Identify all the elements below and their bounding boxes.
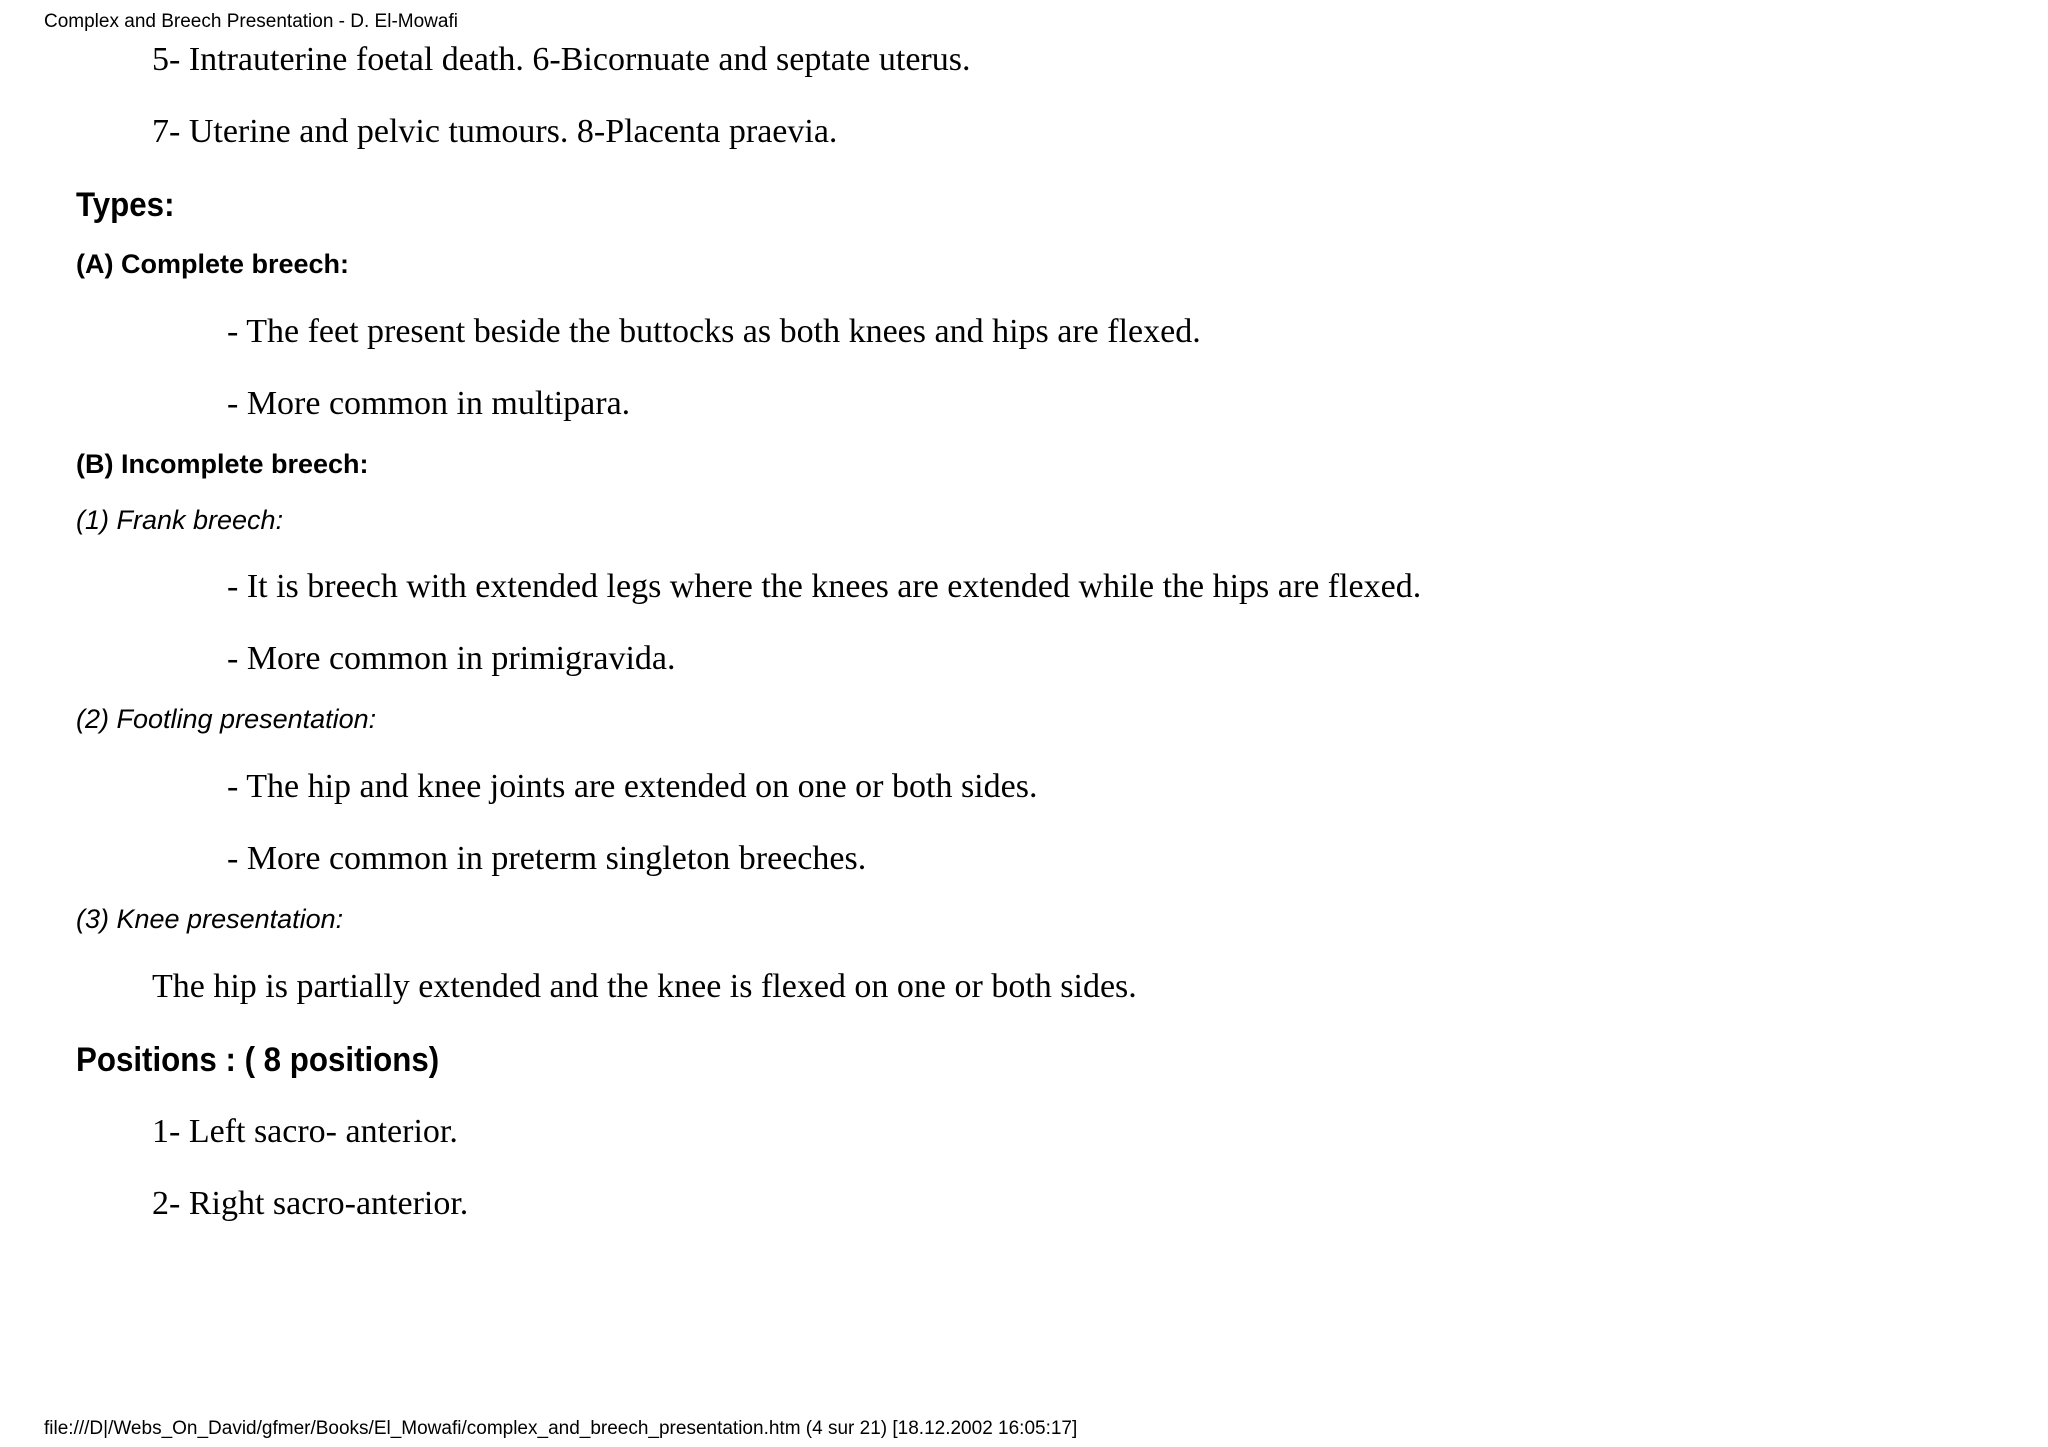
footling-point-2: - More common in preterm singleton breeches. <box>227 840 867 877</box>
causes-line-5-6: 5- Intrauterine foetal death. 6-Bicornuate and septate uterus. <box>152 41 971 78</box>
complete-breech-heading: (A) Complete breech: <box>76 249 350 279</box>
footling-point-1: - The hip and knee joints are extended on one or both sides. <box>227 768 1038 805</box>
incomplete-breech-heading: (B) Incomplete breech: <box>76 449 369 479</box>
complete-breech-point-1: - The feet present beside the buttocks as both knees and hips are flexed. <box>227 313 1201 350</box>
complete-breech-point-2: - More common in multipara. <box>227 385 631 422</box>
position-item-2: 2- Right sacro-anterior. <box>152 1185 469 1222</box>
frank-breech-point-1: - It is breech with extended legs where the knees are extended while the hips are flexed. <box>227 568 1422 605</box>
causes-line-7-8: 7- Uterine and pelvic tumours. 8-Placenta praevia. <box>152 113 838 150</box>
frank-breech-heading: (1) Frank breech: <box>76 505 284 535</box>
footling-presentation-heading: (2) Footling presentation: <box>76 704 377 734</box>
knee-presentation-heading: (3) Knee presentation: <box>76 904 344 934</box>
print-header-title: Complex and Breech Presentation - D. El-Mowafi <box>44 11 458 32</box>
types-heading: Types: <box>76 186 175 224</box>
knee-presentation-text: The hip is partially extended and the knee is flexed on one or both sides. <box>152 968 1137 1005</box>
positions-heading: Positions : ( 8 positions) <box>76 1041 440 1079</box>
print-footer-path: file:///D|/Webs_On_David/gfmer/Books/El_Mowafi/complex_and_breech_presentation.htm (4 sur 21) [18.12.2002 16:05:17] <box>44 1418 1078 1439</box>
frank-breech-point-2: - More common in primigravida. <box>227 640 676 677</box>
position-item-1: 1- Left sacro- anterior. <box>152 1113 458 1150</box>
